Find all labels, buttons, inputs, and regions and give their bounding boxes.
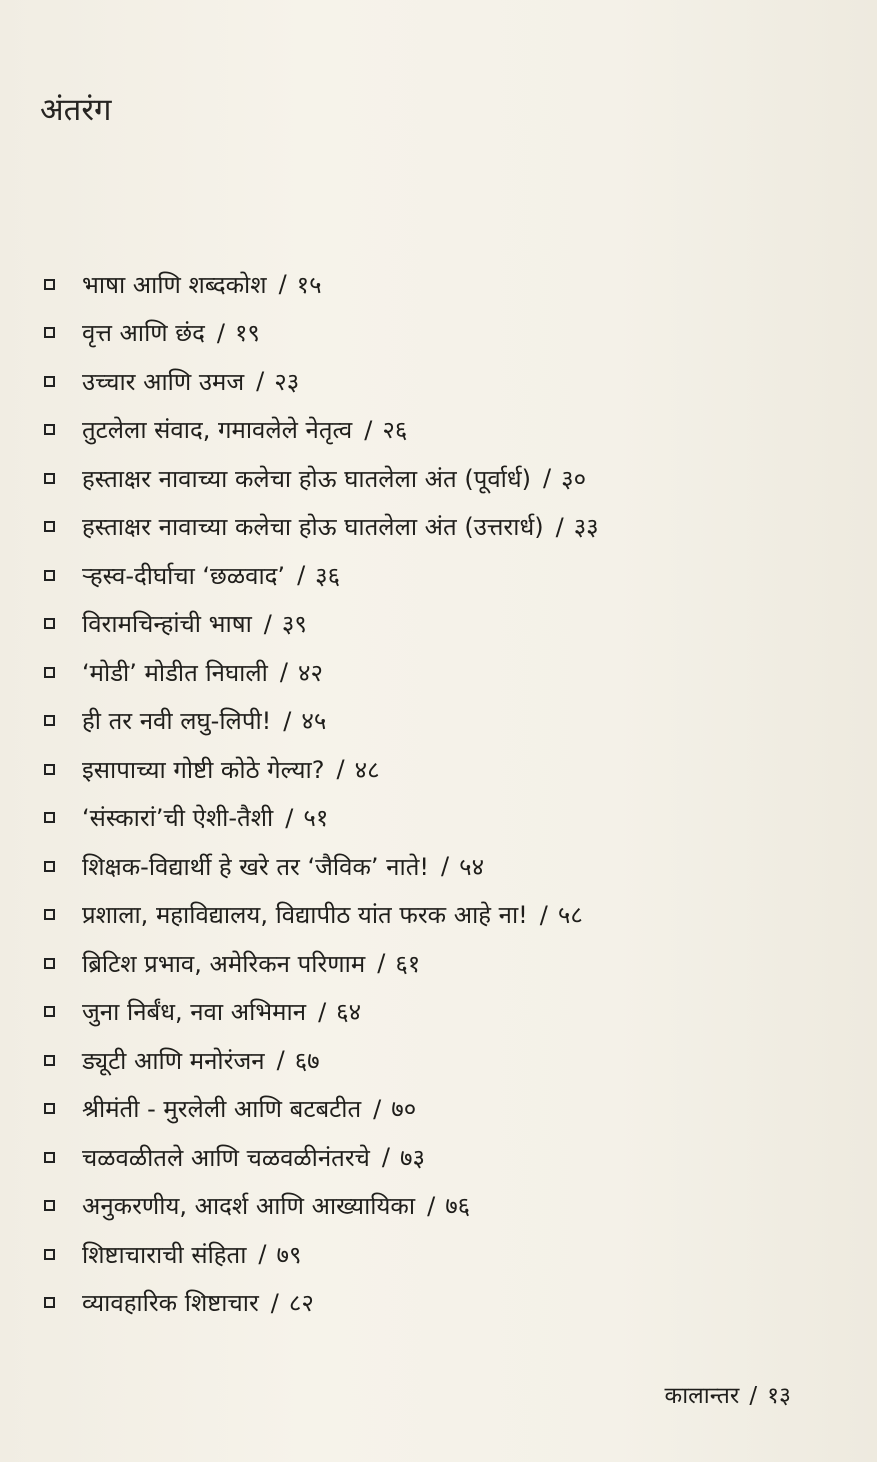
toc-entry-page-number: ६७	[294, 1046, 320, 1075]
toc-entry	[44, 1279, 844, 1328]
toc-entry-separator: /	[539, 900, 548, 929]
toc-entry-page-number: ७९	[276, 1240, 302, 1269]
toc-entry-separator: /	[336, 755, 345, 784]
square-bullet-icon	[44, 958, 55, 969]
toc-entry-separator: /	[283, 706, 292, 735]
toc-entry-separator: /	[373, 1094, 382, 1123]
toc-entry-separator: /	[276, 1046, 285, 1075]
toc-entry-separator: /	[263, 609, 272, 638]
square-bullet-icon	[44, 861, 55, 872]
toc-entry-separator: /	[543, 464, 552, 493]
square-bullet-icon	[44, 1006, 55, 1017]
toc-entry	[44, 745, 844, 794]
toc-entry-separator: /	[364, 415, 373, 444]
toc-entry	[44, 600, 844, 649]
toc-entry-page-number: ५८	[557, 901, 583, 930]
toc-entry	[44, 1036, 844, 1085]
toc-entry	[44, 406, 844, 455]
toc-entry-page-number: १५	[296, 270, 322, 299]
toc-entry-page-number: ४८	[354, 755, 380, 784]
toc-entry-page-number: ६४	[336, 998, 362, 1027]
square-bullet-icon	[44, 715, 55, 726]
toc-entry	[44, 648, 844, 697]
square-bullet-icon	[44, 327, 55, 338]
toc-entry-separator: /	[427, 1191, 436, 1220]
toc-entry-title: हस्ताक्षर नावाच्या कलेचा होऊ घातलेला अंत (उत्तरार्ध)	[82, 513, 544, 542]
square-bullet-icon	[44, 1103, 55, 1114]
toc-entry-title: वृत्त आणि छंद	[82, 319, 205, 348]
toc-entry-page-number: ३३	[573, 513, 599, 542]
toc-entry-page-number: ७३	[400, 1143, 425, 1172]
toc-entry	[44, 842, 844, 891]
toc-entry-title: अनुकरणीय, आदर्श आणि आख्यायिका	[82, 1192, 416, 1221]
square-bullet-icon	[44, 1249, 55, 1260]
toc-entry-separator: /	[278, 270, 287, 299]
square-bullet-icon	[44, 1055, 55, 1066]
square-bullet-icon	[44, 909, 55, 920]
toc-entry-title: ही तर नवी लघु-लिपी!	[82, 707, 272, 736]
toc-entry-separator: /	[258, 1240, 267, 1269]
toc-entry-page-number: ५४	[459, 852, 485, 881]
toc-entry-title: ‘संस्कारां’ची ऐशी-तैशी	[82, 804, 274, 833]
square-bullet-icon	[44, 812, 55, 823]
toc-entry-page-number: ३९	[281, 610, 307, 639]
toc-entry-separator: /	[377, 949, 386, 978]
footer-book-title: कालान्तर	[664, 1383, 740, 1409]
page-footer	[665, 1378, 791, 1410]
toc-entry-page-number: ३०	[561, 464, 587, 493]
footer-page-number: १३	[767, 1383, 791, 1409]
toc-entry	[44, 1133, 844, 1182]
toc-entry	[44, 697, 844, 746]
toc-entry	[44, 1182, 844, 1231]
toc-entry-page-number: ८२	[288, 1289, 314, 1318]
toc-entry-separator: /	[279, 658, 288, 687]
page-heading: अंतरंग	[40, 92, 112, 128]
toc-entry-separator: /	[297, 561, 306, 590]
toc-entry-title: तुटलेला संवाद, गमावलेले नेतृत्व	[82, 416, 353, 445]
toc-entry	[44, 1230, 844, 1279]
toc-entry-page-number: ७६	[445, 1192, 471, 1221]
toc-entry	[44, 454, 844, 503]
toc-entry-title: ड्यूटी आणि मनोरंजन	[82, 1046, 265, 1075]
square-bullet-icon	[44, 424, 55, 435]
toc-entry-page-number: ५१	[303, 804, 329, 833]
toc-entry-title: शिक्षक-विद्यार्थी हे खरे तर ‘जैविक’ नाते!	[82, 852, 430, 881]
toc-entry-title: ‘मोडी’ मोडीत निघाली	[82, 658, 268, 687]
toc-entry-title: चळवळीतले आणि चळवळीनंतरचे	[82, 1143, 370, 1172]
toc-entry-page-number: १९	[234, 319, 260, 348]
square-bullet-icon	[44, 570, 55, 581]
toc-entry-title: विरामचिन्हांची भाषा	[82, 610, 252, 639]
toc-entry-separator: /	[216, 318, 225, 347]
toc-entry-title: हस्ताक्षर नावाच्या कलेचा होऊ घातलेला अंत (पूर्वार्ध)	[82, 464, 532, 493]
square-bullet-icon	[44, 618, 55, 629]
square-bullet-icon	[44, 667, 55, 678]
toc-entry	[44, 794, 844, 843]
toc-entry-title: ब्रिटिश प्रभाव, अमेरिकन परिणाम	[82, 949, 366, 978]
toc-entry-page-number: २३	[274, 367, 300, 396]
toc-entry-separator: /	[318, 997, 327, 1026]
square-bullet-icon	[44, 376, 55, 387]
toc-entry-title: उच्चार आणि उमज	[82, 367, 245, 396]
toc-entry	[44, 260, 844, 309]
toc-entry-title: श्रीमंती - मुरलेली आणि बटबटीत	[82, 1095, 362, 1124]
toc-entry-title: प्रशाला, महाविद्यालय, विद्यापीठ यांत फरक आहे ना!	[82, 901, 528, 930]
square-bullet-icon	[44, 521, 55, 532]
toc-entry-separator: /	[441, 852, 450, 881]
square-bullet-icon	[44, 764, 55, 775]
square-bullet-icon	[44, 1152, 55, 1163]
footer-separator: /	[749, 1383, 758, 1409]
toc-entry-title: भाषा आणि शब्दकोश	[82, 270, 267, 299]
toc-entry-separator: /	[285, 803, 294, 832]
toc-entry-page-number: ६१	[395, 949, 421, 978]
toc-entry-separator: /	[270, 1288, 279, 1317]
toc-entry-title: इसापाच्या गोष्टी कोठे गेल्या?	[82, 755, 325, 784]
toc-entry	[44, 1085, 844, 1134]
toc-entry-title: ऱ्हस्व-दीर्घाचा ‘छळवाद’	[82, 561, 286, 590]
square-bullet-icon	[44, 1297, 55, 1308]
toc-entry	[44, 988, 844, 1037]
toc-entry-page-number: २६	[382, 416, 408, 445]
toc-entry-page-number: ३६	[315, 561, 341, 590]
toc-entry-title: जुना निर्बंध, नवा अभिमान	[82, 998, 307, 1027]
toc-entry	[44, 309, 844, 358]
table-of-contents	[44, 260, 844, 1327]
toc-entry	[44, 891, 844, 940]
toc-entry-title: व्यावहारिक शिष्टाचार	[82, 1289, 259, 1318]
toc-entry-page-number: ४२	[297, 658, 323, 687]
toc-entry	[44, 551, 844, 600]
toc-entry-separator: /	[381, 1143, 391, 1172]
toc-entry-page-number: ७०	[391, 1095, 417, 1124]
square-bullet-icon	[44, 279, 55, 290]
square-bullet-icon	[44, 473, 55, 484]
toc-entry-page-number: ४५	[301, 707, 327, 736]
toc-entry	[44, 357, 844, 406]
toc-entry	[44, 939, 844, 988]
toc-entry	[44, 503, 844, 552]
toc-entry-separator: /	[555, 512, 564, 541]
toc-entry-separator: /	[256, 367, 265, 396]
toc-entry-title: शिष्टाचाराची संहिता	[82, 1240, 247, 1269]
square-bullet-icon	[44, 1200, 55, 1211]
